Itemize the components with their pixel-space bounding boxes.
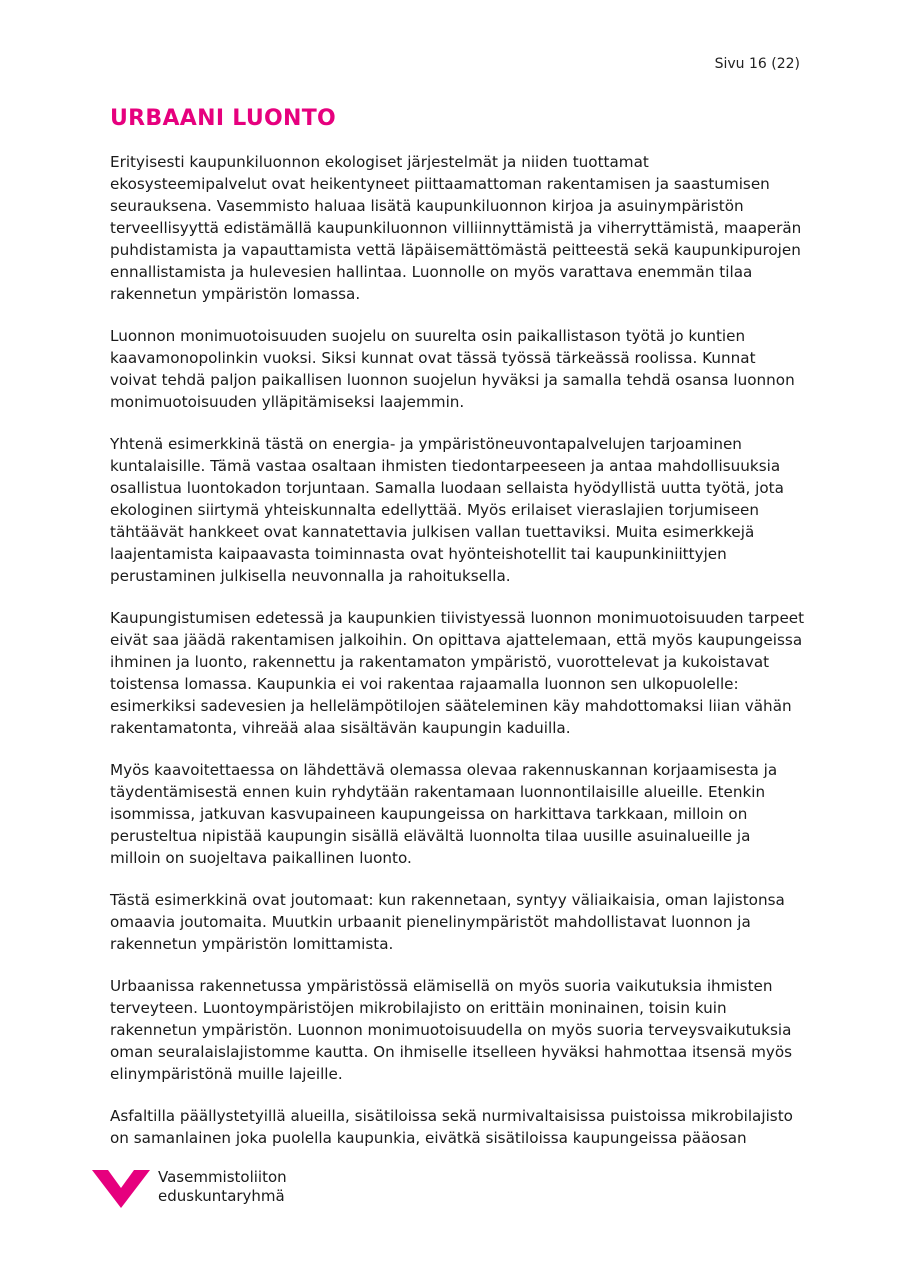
document-body	[110, 106, 805, 1169]
organization-name-line2: eduskuntaryhmä	[158, 1187, 285, 1205]
paragraph: Yhtenä esimerkkinä tästä on energia- ja ympäristöneuvontapalvelujen tarjoaminen kuntalaisille. Tämä vastaa osaltaan ihmisten tiedontarpeeseen ja antaa mahdollisuuksia osallistua luontokadon torjuntaan. Samalla luodaan sellaista hyödyllistä uutta työtä, jota ekologinen siirtymä yhteiskunnalta edellyttää. Myös erilaiset vieraslajien torjumiseen tähtäävät hankkeet ovat kannatettavia julkisen vallan tuettaviksi. Muita esimerkkejä laajentamista kaipaavasta toiminnasta ovat hyönteishotellit tai kaupunkiniittyjen perustaminen julkisella neuvonnalla ja rahoituksella.	[110, 435, 784, 585]
paragraph: Asfaltilla päällystetyillä alueilla, sisätiloissa sekä nurmivaltaisissa puistoissa mikrobilajisto on samanlainen joka puolella kaupunkia, eivätkä sisätiloissa kaupungeissa pääosan	[110, 1107, 793, 1147]
footer	[92, 1166, 287, 1208]
organization-name	[158, 1168, 287, 1206]
paragraph: Erityisesti kaupunkiluonnon ekologiset järjestelmät ja niiden tuottamat ekosysteemipalvelut ovat heikentyneet piittaamattoman rakentamisen ja saastumisen seurauksena. Vasemmisto haluaa lisätä kaupunkiluonnon kirjoa ja asuinympäristön terveellisyyttä edistämällä kaupunkiluonnon villiinnyttämistä ja viherryttämistä, maaperän puhdistamista ja vapauttamista vettä läpäisemättömästä peitteestä sekä kaupunkipurojen ennallistamista ja hulevesien hallintaa. Luonnolle on myös varattava enemmän tilaa rakennetun ympäristön lomassa.	[110, 153, 802, 303]
paragraph: Luonnon monimuotoisuuden suojelu on suurelta osin paikallistason työtä jo kuntien kaavamonopolinkin vuoksi. Siksi kunnat ovat tässä työssä tärkeässä roolissa. Kunnat voivat tehdä paljon paikallisen luonnon suojelun hyväksi ja samalla tehdä osansa luonnon monimuotoisuuden ylläpitämiseksi laajemmin.	[110, 327, 795, 411]
page-number: Sivu 16 (22)	[714, 56, 800, 72]
section-title: URBAANI LUONTO	[110, 106, 337, 131]
paragraph: Myös kaavoitettaessa on lähdettävä olemassa olevaa rakennuskannan korjaamisesta ja täydentämisestä ennen kuin ryhdytään rakentamaan luonnontilaisille alueille. Etenkin isommissa, jatkuvan kasvupaineen kaupungeissa on harkittava tarkkaan, milloin on perusteltua nipistää kaupungin sisällä elävältä luonnolta tilaa uusille asuinalueille ja milloin on suojeltava paikallinen luonto.	[110, 761, 778, 867]
paragraph: Tästä esimerkkinä ovat joutomaat: kun rakennetaan, syntyy väliaikaisia, oman lajistonsa omaavia joutomaita. Muutkin urbaanit pienelinympäristöt mahdollistavat luonnon ja rakennetun ympäristön lomittamista.	[110, 891, 785, 953]
vasemmistoliitto-logo-icon	[92, 1166, 150, 1208]
paragraph: Kaupungistumisen edetessä ja kaupunkien tiivistyessä luonnon monimuotoisuuden tarpeet eivät saa jäädä rakentamisen jalkoihin. On opittava ajattelemaan, että myös kaupungeissa ihminen ja luonto, rakennettu ja rakentamaton ympäristö, vuorottelevat ja kukoistavat toistensa lomassa. Kaupunkia ei voi rakentaa rajaamalla luonnon sen ulkopuolelle: esimerkiksi sadevesien ja hellelämpötilojen säätelеminen käy mahdottomaksi liian vähän rakentamatonta, vihreää alaa sisältävän kaupungin kaduilla.	[110, 609, 805, 737]
organization-name-line1: Vasemmistoliiton	[158, 1168, 287, 1186]
paragraph: Urbaanissa rakennetussa ympäristössä elämisellä on myös suoria vaikutuksia ihmisten terveyteen. Luontoympäristöjen mikrobilajisto on erittäin moninainen, toisin kuin rakennetun ympäristön. Luonnon monimuotoisuudella on myös suoria terveysvaikutuksia oman seuralaislajistomme kautta. On ihmiselle itselleen hyväksi hahmottaa itsensä myös elinympäristönä muille lajeille.	[110, 977, 793, 1083]
